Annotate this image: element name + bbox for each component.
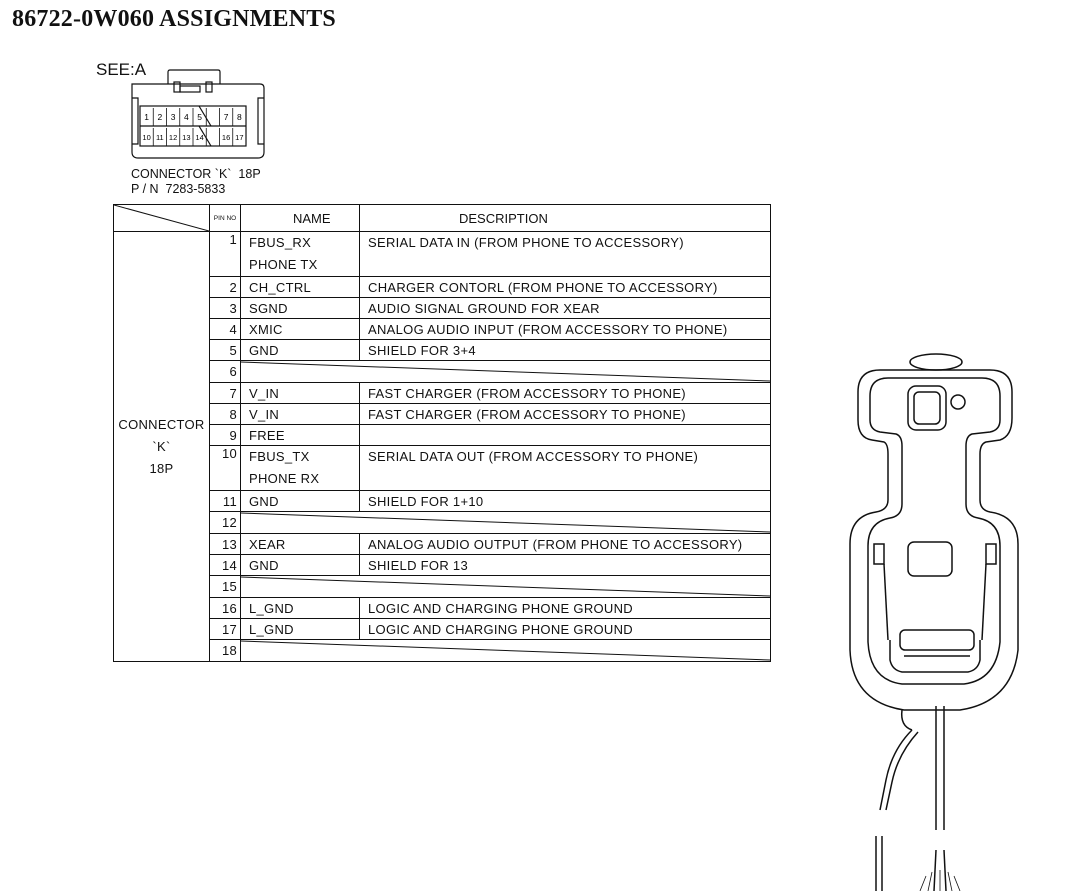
connector-group-line1: CONNECTOR bbox=[118, 416, 205, 432]
pin-number-cell: 18 bbox=[210, 640, 241, 662]
connector-top-pin-4: 4 bbox=[183, 112, 189, 122]
pin-name: GND bbox=[249, 342, 279, 358]
pin-name-cell bbox=[241, 232, 360, 277]
connector-name: CONNECTOR `K` 18P bbox=[131, 167, 261, 181]
pin-description-cell bbox=[360, 319, 771, 340]
pin-description-cell bbox=[360, 425, 771, 446]
pin-number-cell: 3 bbox=[210, 298, 241, 319]
pin-description-cell bbox=[360, 340, 771, 361]
pin-description-cell bbox=[360, 598, 771, 619]
pin-description-cell bbox=[360, 555, 771, 576]
pin-number-cell: 14 bbox=[210, 555, 241, 576]
pin-name-cell bbox=[241, 619, 360, 640]
unused-pin-cell bbox=[241, 361, 771, 383]
pin-name-cell bbox=[241, 319, 360, 340]
pin-description: LOGIC AND CHARGING PHONE GROUND bbox=[368, 621, 633, 637]
pin-description-cell bbox=[360, 491, 771, 512]
car-phone-holder-icon bbox=[840, 330, 1040, 891]
connector-diagram bbox=[128, 68, 268, 164]
table-row bbox=[114, 319, 771, 340]
pin-name: V_IN bbox=[249, 385, 280, 401]
pin-name-secondary: PHONE TX bbox=[249, 257, 318, 272]
pin-number-cell: 1 bbox=[210, 232, 241, 277]
connector-top-pin-7: 7 bbox=[223, 112, 229, 122]
pin-description-cell bbox=[360, 534, 771, 555]
pin-number-cell: 12 bbox=[210, 512, 241, 534]
table-row bbox=[114, 598, 771, 619]
pin-name: L_GND bbox=[249, 600, 294, 616]
pin-description: FAST CHARGER (FROM ACCESSORY TO PHONE) bbox=[368, 385, 686, 401]
table-row bbox=[114, 298, 771, 319]
pin-name-cell bbox=[241, 555, 360, 576]
pin-description: SHIELD FOR 13 bbox=[368, 557, 468, 573]
connector-bottom-pin-10: 10 bbox=[142, 133, 151, 142]
pin-description-cell bbox=[360, 298, 771, 319]
pin-description: LOGIC AND CHARGING PHONE GROUND bbox=[368, 600, 633, 616]
connector-top-pin-8: 8 bbox=[236, 112, 242, 122]
connector-top-pin-5: 5 bbox=[197, 112, 202, 122]
pin-name: L_GND bbox=[249, 621, 294, 637]
table-row bbox=[114, 277, 771, 298]
pin-name-cell bbox=[241, 298, 360, 319]
connector-top-pin-1: 1 bbox=[144, 112, 149, 122]
pin-name: FBUS_TX bbox=[249, 449, 310, 464]
diagonal-line-icon bbox=[241, 640, 770, 661]
connector-top-pin-2: 2 bbox=[157, 112, 163, 122]
connector-group-line3: 18P bbox=[149, 460, 174, 476]
page-title: 86722-0W060 ASSIGNMENTS bbox=[12, 6, 336, 32]
pin-description: SHIELD FOR 1+10 bbox=[368, 493, 484, 509]
unused-pin-cell bbox=[241, 640, 771, 662]
table-row bbox=[114, 640, 771, 662]
connector-bottom-pin-11: 11 bbox=[155, 133, 164, 142]
pin-number-cell: 8 bbox=[210, 404, 241, 425]
diagonal-line-icon bbox=[241, 512, 770, 533]
pin-name: FBUS_RX bbox=[249, 235, 312, 250]
pin-number-cell: 13 bbox=[210, 534, 241, 555]
table-row bbox=[114, 383, 771, 404]
connector-bottom-pin-14: 14 bbox=[195, 133, 204, 142]
pin-name-cell bbox=[241, 534, 360, 555]
pin-name: CH_CTRL bbox=[249, 279, 312, 295]
table-row bbox=[114, 619, 771, 640]
pin-description: ANALOG AUDIO INPUT (FROM ACCESSORY TO PHONE) bbox=[368, 321, 728, 337]
pin-name: FREE bbox=[249, 427, 285, 443]
table-row bbox=[114, 491, 771, 512]
pin-description-cell bbox=[360, 404, 771, 425]
pin-name-cell bbox=[241, 598, 360, 619]
pin-description: AUDIO SIGNAL GROUND FOR XEAR bbox=[368, 300, 600, 316]
pin-number-cell: 6 bbox=[210, 361, 241, 383]
pin-name: XMIC bbox=[249, 321, 283, 337]
pin-name-cell bbox=[241, 277, 360, 298]
connector-group-cell bbox=[114, 232, 210, 662]
pin-number-cell: 11 bbox=[210, 491, 241, 512]
connector-bottom-pin-16: 16 bbox=[221, 133, 231, 142]
pin-number-cell: 16 bbox=[210, 598, 241, 619]
table-row bbox=[114, 555, 771, 576]
pin-name-cell bbox=[241, 446, 360, 491]
pin-assignment-table bbox=[113, 204, 771, 662]
pin-description: SERIAL DATA IN (FROM PHONE TO ACCESSORY) bbox=[368, 235, 684, 250]
pin-number-cell: 10 bbox=[210, 446, 241, 491]
pin-number-cell: 7 bbox=[210, 383, 241, 404]
header-corner-cell bbox=[114, 205, 210, 232]
table-row bbox=[114, 425, 771, 446]
pin-name-secondary: PHONE RX bbox=[249, 471, 320, 486]
diagonal-line-icon bbox=[114, 205, 209, 231]
connector-bottom-pin-17: 17 bbox=[235, 133, 244, 142]
connector-group-line2: `K` bbox=[152, 438, 171, 454]
connector-bottom-pin-13: 13 bbox=[182, 133, 191, 142]
diagonal-line-icon bbox=[241, 361, 770, 382]
pin-name: XEAR bbox=[249, 536, 286, 552]
pin-name-cell bbox=[241, 340, 360, 361]
pin-number-cell: 17 bbox=[210, 619, 241, 640]
pin-name-cell bbox=[241, 425, 360, 446]
table-header-row bbox=[114, 205, 771, 232]
pin-number-cell: 4 bbox=[210, 319, 241, 340]
table-row bbox=[114, 340, 771, 361]
pin-name: V_IN bbox=[249, 406, 280, 422]
unused-pin-cell bbox=[241, 512, 771, 534]
pin-description-cell bbox=[360, 383, 771, 404]
pin-name-cell bbox=[241, 383, 360, 404]
pin-description: SHIELD FOR 3+4 bbox=[368, 342, 476, 358]
table-row bbox=[114, 361, 771, 383]
connector-bottom-row bbox=[142, 128, 243, 146]
unused-pin-cell bbox=[241, 576, 771, 598]
header-name: NAME bbox=[241, 205, 360, 232]
header-description: DESCRIPTION bbox=[360, 205, 771, 232]
pin-description: FAST CHARGER (FROM ACCESSORY TO PHONE) bbox=[368, 406, 686, 422]
pin-number-cell: 15 bbox=[210, 576, 241, 598]
connector-part-number: P / N 7283-5833 bbox=[131, 182, 226, 196]
table-row bbox=[114, 534, 771, 555]
pin-name: GND bbox=[249, 557, 279, 573]
pin-number-cell: 9 bbox=[210, 425, 241, 446]
connector-label bbox=[131, 167, 261, 197]
table-row bbox=[114, 576, 771, 598]
table-row bbox=[114, 446, 771, 491]
pin-description: CHARGER CONTORL (FROM PHONE TO ACCESSORY) bbox=[368, 279, 718, 295]
connector-top-row bbox=[144, 108, 242, 126]
table-row bbox=[114, 404, 771, 425]
see-reference-label: SEE:A bbox=[96, 60, 147, 79]
diagonal-line-icon bbox=[241, 576, 770, 597]
pin-name-cell bbox=[241, 404, 360, 425]
pin-name: GND bbox=[249, 493, 279, 509]
connector-bottom-pin-12: 12 bbox=[168, 133, 178, 142]
pin-description-cell bbox=[360, 232, 771, 277]
pin-description-cell bbox=[360, 619, 771, 640]
pin-description-cell bbox=[360, 277, 771, 298]
pin-number-cell: 2 bbox=[210, 277, 241, 298]
pin-description: ANALOG AUDIO OUTPUT (FROM PHONE TO ACCESSORY) bbox=[368, 536, 743, 552]
connector-top-pin-3: 3 bbox=[170, 112, 176, 122]
pin-description: SERIAL DATA OUT (FROM ACCESSORY TO PHONE) bbox=[368, 449, 699, 464]
table-row bbox=[114, 232, 771, 277]
pin-name-cell bbox=[241, 491, 360, 512]
header-pin-no: PIN NO bbox=[210, 205, 241, 232]
pin-name: SGND bbox=[249, 300, 288, 316]
pin-description-cell bbox=[360, 446, 771, 491]
table-row bbox=[114, 512, 771, 534]
pin-number-cell: 5 bbox=[210, 340, 241, 361]
